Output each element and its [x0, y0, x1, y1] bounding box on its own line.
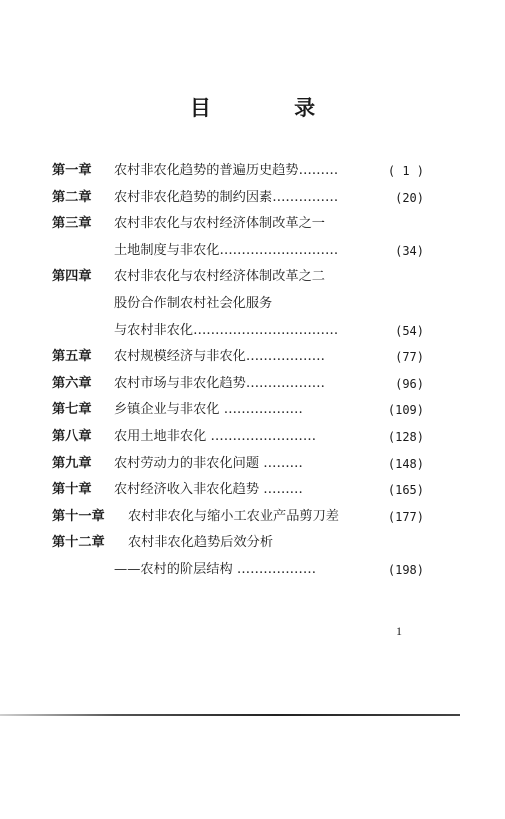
- toc-entry: [52, 504, 424, 531]
- toc-entry: [52, 451, 424, 478]
- chapter-label: 第九章: [52, 455, 92, 471]
- chapter-title: 农村非农化趋势的制约因素……………: [114, 189, 339, 205]
- chapter-label: 第五章: [52, 349, 92, 365]
- page-reference: (54): [395, 323, 424, 338]
- chapter-title: 农村经济收入非农化趋势 ………: [114, 482, 303, 498]
- chapter-title: 农村规模经济与非农化………………: [114, 349, 325, 365]
- chapter-subtitle: ——农村的阶层结构 ………………: [114, 561, 317, 577]
- toc-entry: [52, 424, 424, 451]
- toc-entry: [52, 211, 424, 238]
- toc-entry-continuation: [52, 238, 424, 265]
- page-reference: (20): [395, 190, 424, 205]
- toc-entry: [52, 158, 424, 185]
- chapter-title: 农村非农化趋势的普遍历史趋势………: [114, 163, 339, 178]
- chapter-label: 第十二章: [52, 535, 105, 551]
- chapter-label: 第三章: [52, 216, 92, 232]
- toc-entry: [52, 477, 424, 504]
- page-reference: (77): [395, 350, 424, 365]
- toc-entry-continuation: [52, 557, 424, 584]
- toc-entry: [52, 371, 424, 398]
- chapter-label: 第四章: [52, 269, 92, 285]
- chapter-title: 农村非农化趋势后效分析: [128, 535, 274, 551]
- chapter-title-continuation: 土地制度与非农化………………………: [114, 242, 339, 258]
- chapter-title: 农村市场与非农化趋势………………: [114, 375, 325, 391]
- page-number: 1: [396, 624, 402, 638]
- page-reference: (148): [387, 456, 424, 471]
- chapter-label: 第七章: [52, 402, 92, 418]
- page-reference: (34): [395, 243, 424, 258]
- chapter-label: 第八章: [52, 428, 92, 444]
- toc-entry: [52, 397, 424, 424]
- chapter-label: 第一章: [52, 163, 92, 178]
- chapter-title: 农村非农化与农村经济体制改革之一: [114, 216, 325, 232]
- page-title: 目 录: [189, 95, 354, 120]
- chapter-label: 第十一章: [52, 508, 105, 524]
- toc-entry: [52, 264, 424, 291]
- page-reference: (177): [387, 509, 424, 524]
- toc-entry: [52, 344, 424, 371]
- chapter-label: 第十章: [52, 482, 92, 498]
- toc-entry-continuation: [52, 291, 424, 318]
- chapter-title: 农用土地非农化 ……………………: [114, 428, 317, 444]
- toc-entry: [52, 530, 424, 557]
- toc-entry-continuation: [52, 318, 424, 345]
- page-reference: (96): [395, 376, 424, 391]
- scan-edge-line: [0, 714, 460, 716]
- chapter-title: 农村劳动力的非农化问题 ………: [114, 455, 303, 471]
- page-reference: ( 1 ): [387, 164, 424, 178]
- toc-entry: [52, 185, 424, 212]
- chapter-title-continuation: 股份合作制农村社会化服务: [114, 295, 273, 311]
- chapter-title: 农村非农化与农村经济体制改革之二: [114, 269, 325, 285]
- chapter-title: 农村非农化与缩小工农业产品剪刀差: [128, 508, 339, 524]
- chapter-title-continuation: 与农村非农化……………………………: [114, 322, 339, 338]
- page-reference: (198): [387, 562, 424, 577]
- chapter-label: 第二章: [52, 189, 92, 205]
- page-reference: (109): [387, 403, 424, 418]
- chapter-label: 第六章: [52, 375, 92, 391]
- chapter-title: 乡镇企业与非农化 ………………: [114, 402, 303, 418]
- page-reference: (128): [387, 429, 424, 444]
- page-reference: (165): [387, 483, 424, 498]
- table-of-contents: [52, 158, 424, 584]
